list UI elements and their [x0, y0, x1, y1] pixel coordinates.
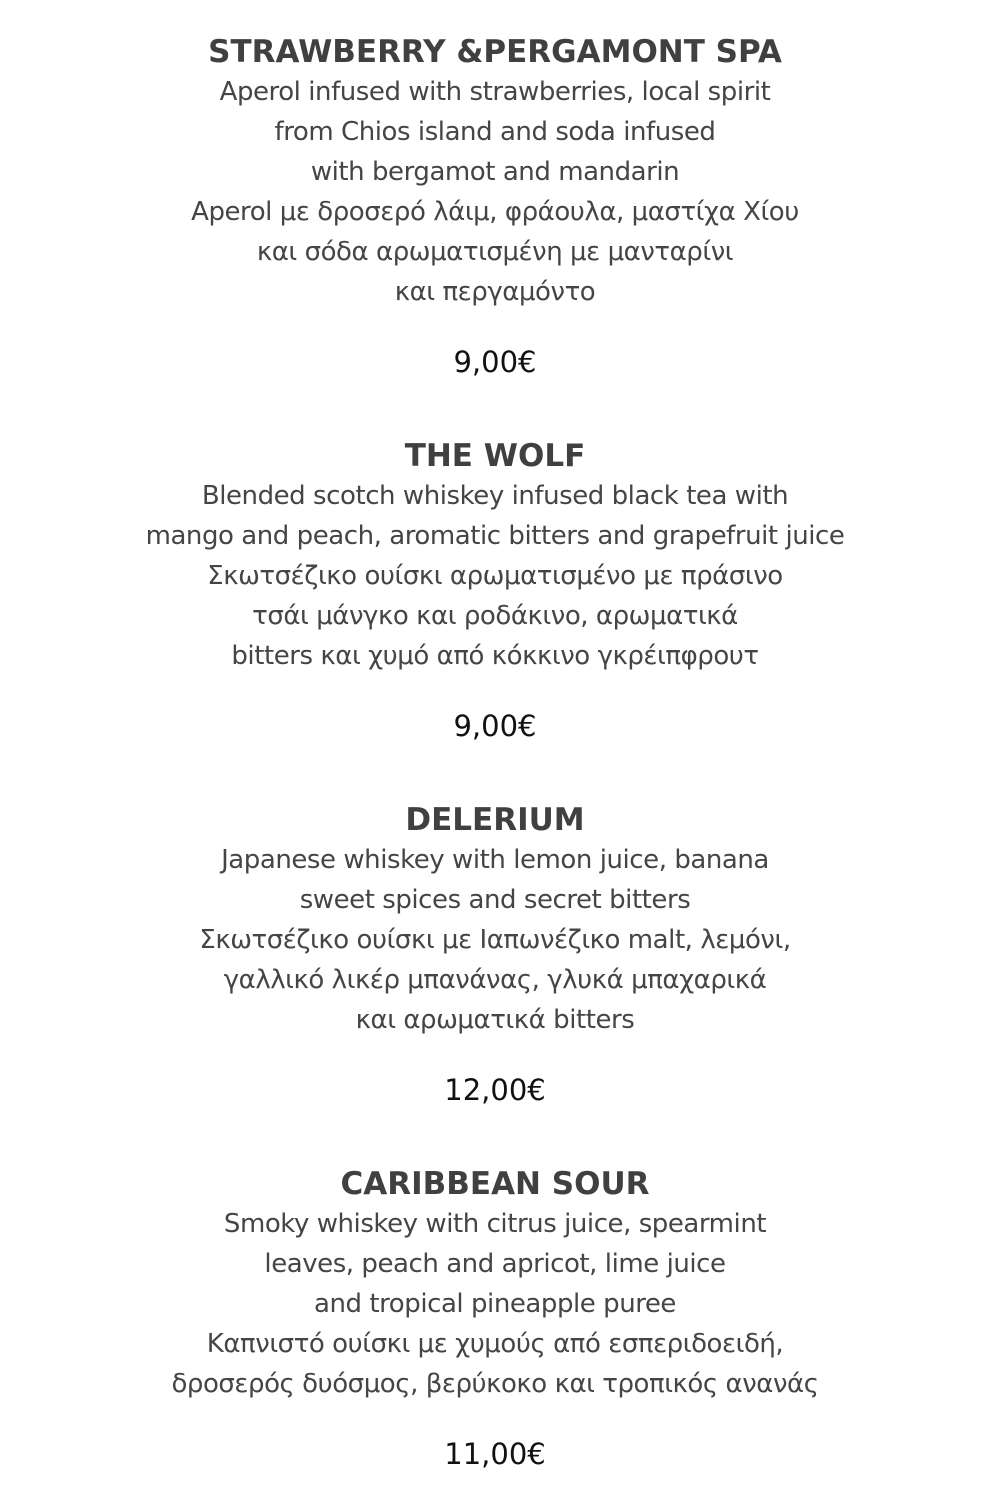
item-description-line: Καπνιστό ουίσκι με χυμούς από εσπεριδοειδή,	[206, 1329, 784, 1359]
item-description-line: Aperol με δροσερό λάιμ, φράουλα, μαστίχα Χίου	[191, 197, 799, 227]
item-price: 11,00€	[444, 1437, 546, 1471]
item-title: CARIBBEAN SOUR	[340, 1166, 650, 1202]
item-description-line: mango and peach, aromatic bitters and grapefruit juice	[145, 521, 845, 551]
item-price: 9,00€	[453, 709, 537, 743]
item-description-line: γαλλικό λικέρ μπανάνας, γλυκά μπαχαρικά	[223, 965, 767, 995]
item-description-line: δροσερός δυόσμος, βερύκοκο και τροπικός ανανάς	[171, 1369, 819, 1399]
menu-item-the-wolf	[0, 436, 990, 746]
item-description-line: bitters και χυμό από κόκκινο γκρέιπφρουτ	[231, 641, 759, 671]
item-description-line: τσάι μάνγκο και ροδάκινο, αρωματικά	[252, 601, 738, 631]
item-title: DELERIUM	[405, 802, 585, 838]
item-description-line: sweet spices and secret bitters	[299, 885, 691, 915]
item-title: STRAWBERRY &PERGAMONT SPA	[208, 34, 782, 70]
menu-item-caribbean-sour	[0, 1164, 990, 1474]
menu-item-delerium	[0, 800, 990, 1110]
item-title: THE WOLF	[404, 438, 586, 474]
item-description-line: και σόδα αρωματισμένη με μανταρίνι	[256, 237, 734, 267]
item-description-line: and tropical pineapple puree	[314, 1289, 676, 1319]
item-description-line: with bergamot and mandarin	[310, 157, 680, 187]
item-description-line: Japanese whiskey with lemon juice, banana	[221, 845, 769, 875]
item-price: 12,00€	[444, 1073, 546, 1107]
item-description-line: Σκωτσέζικο ουίσκι με Ιαπωνέζικο malt, λεμόνι,	[199, 925, 791, 955]
item-description-line: leaves, peach and apricot, lime juice	[264, 1249, 726, 1279]
item-description-line: και περγαμόντο	[394, 277, 596, 307]
item-description-line: from Chios island and soda infused	[274, 117, 716, 147]
item-description-line: και αρωματικά bitters	[355, 1005, 635, 1035]
item-price: 9,00€	[453, 345, 537, 379]
item-description-line: Blended scotch whiskey infused black tea with	[201, 481, 789, 511]
item-description-line: Σκωτσέζικο ουίσκι αρωματισμένο με πράσινο	[207, 561, 783, 591]
item-description-line: Aperol infused with strawberries, local spirit	[219, 77, 771, 107]
item-description-line: Smoky whiskey with citrus juice, spearmint	[223, 1209, 767, 1239]
menu-item-strawberry-pergamont-spa	[0, 32, 990, 382]
